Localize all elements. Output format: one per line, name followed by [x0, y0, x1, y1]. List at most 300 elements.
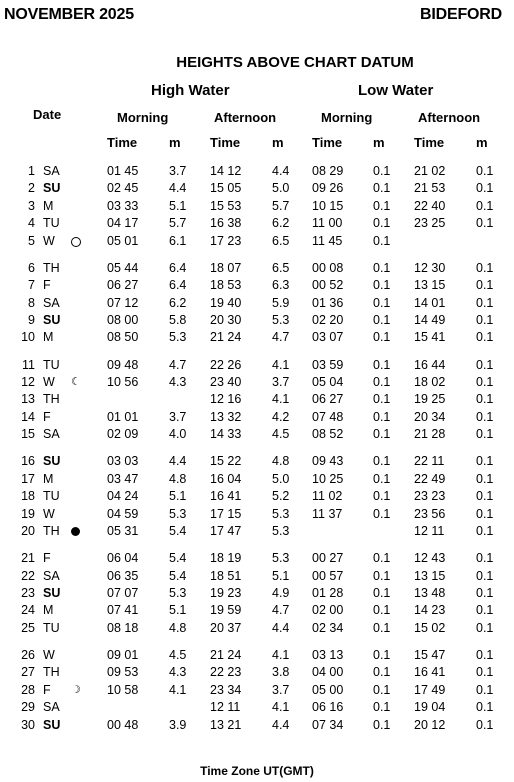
weekday: TH: [43, 392, 60, 407]
lw-morning-height: 0.1: [373, 551, 391, 566]
hw-morning-time: 07 41: [107, 603, 139, 618]
weekday: TU: [43, 216, 60, 231]
lw-morning-time: 00 27: [312, 551, 344, 566]
lw-morning-height: 0.1: [373, 568, 391, 583]
table-row: [0, 648, 514, 665]
weekday: M: [43, 330, 54, 345]
hw-afternoon-time: 15 05: [210, 181, 242, 196]
weekday: TU: [43, 357, 60, 372]
hw-morning-time: 06 04: [107, 551, 139, 566]
table-row: [0, 358, 514, 375]
hw-morning-time: 09 48: [107, 357, 139, 372]
hw-morning-height: 5.3: [169, 586, 187, 600]
day-number: 20: [21, 524, 35, 538]
hw-afternoon-height: 5.3: [272, 313, 290, 327]
hw-morning-height: 5.4: [169, 568, 187, 583]
hw-afternoon-height: 5.0: [272, 471, 290, 486]
day-number: 18: [21, 489, 35, 504]
hw-morning-height: 5.1: [169, 489, 187, 504]
hw-afternoon-height: 3.8: [272, 665, 290, 680]
table-row: [0, 278, 514, 295]
weekday: SU: [43, 717, 61, 732]
lw-morning-time: 02 00: [312, 603, 344, 618]
lw-morning-time: 00 57: [312, 568, 344, 583]
weekday: F: [43, 682, 51, 697]
day-number: 26: [21, 648, 35, 662]
day-number: 5: [28, 233, 35, 248]
hw-afternoon-time: 22 26: [210, 357, 242, 372]
weekday: SA: [43, 164, 60, 178]
weekday: W: [43, 506, 55, 521]
table-row: [0, 665, 514, 682]
lw-afternoon-time: 22 11: [414, 454, 445, 469]
lw-afternoon-height: 0.1: [476, 198, 494, 213]
day-number: 8: [28, 295, 35, 310]
lw-morning-height: 0.1: [373, 233, 391, 248]
hw-morning-time: 05 31: [107, 524, 139, 538]
hw-morning-height: 5.8: [169, 313, 187, 327]
hw-morning-time: 09 53: [107, 665, 139, 680]
hw-morning-height: 4.8: [169, 620, 187, 635]
lw-afternoon-time: 13 15: [414, 278, 446, 293]
lw-afternoon-time: 22 49: [414, 471, 446, 486]
lw-morning-time: 11 02: [312, 489, 343, 504]
hw-afternoon-time: 16 38: [210, 216, 242, 231]
hw-afternoon-height: 3.7: [272, 375, 290, 389]
hw-afternoon-time: 19 59: [210, 603, 242, 618]
day-number: 2: [28, 181, 35, 196]
hw-afternoon-heading: Afternoon: [214, 110, 277, 125]
lw-morning-height: 0.1: [373, 506, 391, 521]
lw-afternoon-time: 14 23: [414, 603, 446, 618]
lw-afternoon-height: 0.1: [476, 409, 494, 424]
lw-afternoon-height: 0.1: [476, 295, 494, 310]
day-number: 9: [28, 313, 35, 327]
lw-morning-time: 03 59: [312, 357, 344, 372]
hw-morning-time: 03 47: [107, 471, 139, 486]
location-title: BIDEFORD: [420, 6, 502, 23]
hw-afternoon-height: 4.7: [272, 603, 290, 618]
hw-afternoon-time: 18 51: [210, 568, 242, 583]
lw-afternoon-height: 0.1: [476, 357, 494, 372]
hw-afternoon-height: 6.2: [272, 216, 290, 231]
lw-afternoon-time: 13 48: [414, 586, 446, 600]
table-row: [0, 683, 514, 700]
hw-morning-time: 06 27: [107, 278, 139, 293]
lw-morning-time: 09 43: [312, 454, 344, 469]
weekday: SA: [43, 295, 60, 310]
table-row: [0, 234, 514, 251]
table-row: [0, 313, 514, 330]
table-row: [0, 454, 514, 471]
hw-afternoon-m-heading: m: [272, 135, 284, 150]
table-row: [0, 489, 514, 506]
lw-afternoon-height: 0.1: [476, 454, 494, 469]
day-number: 29: [21, 700, 35, 715]
hw-afternoon-height: 5.3: [272, 506, 290, 521]
lw-afternoon-time: 18 02: [414, 375, 446, 389]
lw-afternoon-time: 23 56: [414, 506, 446, 521]
lw-morning-time: 00 08: [312, 260, 344, 275]
day-number: 6: [28, 260, 35, 275]
lw-morning-height: 0.1: [373, 313, 391, 327]
table-row: [0, 261, 514, 278]
hw-morning-time: 07 07: [107, 586, 139, 600]
lw-afternoon-height: 0.1: [476, 603, 494, 618]
lw-morning-time: 06 27: [312, 392, 344, 407]
hw-afternoon-height: 4.1: [272, 392, 290, 407]
lw-morning-height: 0.1: [373, 489, 391, 504]
weekday: M: [43, 471, 54, 486]
lw-morning-time: 02 20: [312, 313, 344, 327]
high-water-heading: High Water: [151, 82, 230, 99]
lw-morning-height: 0.1: [373, 717, 391, 732]
hw-afternoon-height: 3.7: [272, 682, 290, 697]
hw-morning-time: 07 12: [107, 295, 139, 310]
hw-morning-height: 3.7: [169, 164, 187, 178]
hw-morning-height: 4.3: [169, 665, 187, 680]
lw-morning-height: 0.1: [373, 181, 391, 196]
hw-afternoon-time: 14 33: [210, 427, 242, 442]
hw-morning-height: 5.3: [169, 330, 187, 345]
lw-afternoon-time: 16 44: [414, 357, 446, 372]
hw-afternoon-height: 5.3: [272, 551, 290, 566]
lw-afternoon-height: 0.1: [476, 216, 494, 231]
weekday: SA: [43, 427, 60, 442]
table-row: [0, 551, 514, 568]
lw-morning-height: 0.1: [373, 216, 391, 231]
lw-morning-time-heading: Time: [312, 135, 343, 150]
lw-morning-time: 01 36: [312, 295, 344, 310]
hw-morning-heading: Morning: [117, 110, 169, 125]
weekday: SU: [43, 181, 61, 196]
day-number: 7: [28, 278, 35, 293]
hw-morning-height: 6.4: [169, 260, 187, 275]
hw-afternoon-height: 4.1: [272, 357, 290, 372]
hw-morning-height: 4.0: [169, 427, 187, 442]
hw-afternoon-height: 4.8: [272, 454, 290, 469]
day-number: 28: [21, 682, 35, 697]
lw-morning-height: 0.1: [373, 260, 391, 275]
hw-afternoon-time: 17 23: [210, 233, 242, 248]
hw-morning-height: 6.1: [169, 233, 187, 248]
table-row: [0, 375, 514, 392]
lw-morning-height: 0.1: [373, 700, 391, 715]
lw-afternoon-height: 0.1: [476, 665, 494, 680]
lw-afternoon-time: 14 49: [414, 313, 446, 327]
hw-morning-time-heading: Time: [107, 135, 138, 150]
day-number: 24: [21, 603, 35, 618]
hw-afternoon-height: 4.7: [272, 330, 290, 345]
hw-morning-time: 03 33: [107, 198, 139, 213]
day-number: 19: [21, 506, 35, 521]
table-title: HEIGHTS ABOVE CHART DATUM: [176, 54, 414, 71]
lw-morning-height: 0.1: [373, 409, 391, 424]
lw-afternoon-time: 22 40: [414, 198, 446, 213]
hw-afternoon-time: 17 47: [210, 524, 242, 538]
lw-morning-height: 0.1: [373, 586, 391, 600]
lw-afternoon-height: 0.1: [476, 489, 494, 504]
quarter-moon-icon: ☾: [71, 376, 81, 388]
hw-morning-time: 04 59: [107, 506, 139, 521]
table-row: [0, 586, 514, 603]
hw-afternoon-time: 18 19: [210, 551, 242, 566]
lw-morning-time: 04 00: [312, 665, 344, 680]
day-number: 3: [28, 198, 35, 213]
lw-afternoon-time: 21 28: [414, 427, 446, 442]
lw-afternoon-time: 12 11: [414, 524, 445, 538]
lw-morning-time: 11 00: [312, 216, 343, 231]
table-row: [0, 603, 514, 620]
weekday: F: [43, 278, 51, 293]
weekday: SU: [43, 586, 61, 600]
hw-afternoon-height: 4.4: [272, 620, 290, 635]
lw-morning-height: 0.1: [373, 648, 391, 662]
weekday: M: [43, 198, 54, 213]
hw-afternoon-height: 4.4: [272, 717, 290, 732]
lw-afternoon-heading: Afternoon: [418, 110, 481, 125]
lw-afternoon-time: 20 34: [414, 409, 446, 424]
hw-afternoon-time: 21 24: [210, 330, 242, 345]
table-row: [0, 507, 514, 524]
lw-morning-time: 02 34: [312, 620, 344, 635]
hw-afternoon-time: 13 21: [210, 717, 242, 732]
table-row: [0, 569, 514, 586]
hw-afternoon-height: 4.5: [272, 427, 290, 442]
hw-morning-height: 4.4: [169, 454, 187, 469]
day-number: 25: [21, 620, 35, 635]
day-number: 17: [21, 471, 35, 486]
lw-morning-heading: Morning: [321, 110, 373, 125]
hw-afternoon-time: 21 24: [210, 648, 242, 662]
hw-afternoon-height: 4.4: [272, 164, 290, 178]
lw-afternoon-m-heading: m: [476, 135, 488, 150]
weekday: TH: [43, 665, 60, 680]
lw-afternoon-height: 0.1: [476, 427, 494, 442]
hw-morning-time: 01 45: [107, 164, 139, 178]
lw-afternoon-time: 19 04: [414, 700, 446, 715]
lw-morning-height: 0.1: [373, 682, 391, 697]
hw-afternoon-time: 18 07: [210, 260, 242, 275]
lw-morning-height: 0.1: [373, 330, 391, 345]
day-number: 1: [28, 164, 35, 178]
table-row: [0, 718, 514, 735]
lw-morning-time: 03 13: [312, 648, 344, 662]
hw-afternoon-height: 5.9: [272, 295, 290, 310]
day-number: 15: [21, 427, 35, 442]
hw-afternoon-time: 14 12: [210, 164, 242, 178]
lw-afternoon-time: 15 02: [414, 620, 446, 635]
hw-afternoon-height: 4.1: [272, 700, 290, 715]
lw-afternoon-time: 12 30: [414, 260, 446, 275]
lw-afternoon-height: 0.1: [476, 330, 494, 345]
lw-morning-height: 0.1: [373, 198, 391, 213]
lw-morning-time: 08 29: [312, 164, 344, 178]
hw-morning-height: 4.5: [169, 648, 187, 662]
lw-morning-height: 0.1: [373, 454, 391, 469]
hw-afternoon-height: 4.2: [272, 409, 290, 424]
hw-morning-time: 05 44: [107, 260, 139, 275]
hw-morning-height: 4.4: [169, 181, 187, 196]
hw-afternoon-height: 6.5: [272, 233, 290, 248]
hw-morning-time: 03 03: [107, 454, 139, 469]
hw-afternoon-time: 23 34: [210, 682, 242, 697]
hw-morning-time: 05 01: [107, 233, 139, 248]
lw-morning-time: 00 52: [312, 278, 344, 293]
hw-morning-height: 4.3: [169, 375, 187, 389]
day-number: 13: [21, 392, 35, 407]
lw-afternoon-height: 0.1: [476, 164, 494, 178]
hw-afternoon-time: 18 53: [210, 278, 242, 293]
hw-afternoon-time: 17 15: [210, 506, 242, 521]
lw-afternoon-height: 0.1: [476, 260, 494, 275]
day-number: 14: [21, 409, 35, 424]
lw-afternoon-height: 0.1: [476, 375, 494, 389]
weekday: TH: [43, 260, 60, 275]
lw-afternoon-time: 19 25: [414, 392, 446, 407]
hw-morning-time: 02 45: [107, 181, 139, 196]
lw-morning-height: 0.1: [373, 375, 391, 389]
lw-morning-time: 11 37: [312, 506, 343, 521]
lw-afternoon-time: 15 47: [414, 648, 446, 662]
hw-afternoon-time: 12 11: [210, 700, 241, 715]
hw-morning-height: 3.9: [169, 717, 187, 732]
hw-morning-time: 10 56: [107, 375, 139, 389]
lw-morning-time: 05 00: [312, 682, 344, 697]
hw-morning-height: 4.1: [169, 682, 187, 697]
weekday: SU: [43, 454, 61, 469]
hw-afternoon-time: 12 16: [210, 392, 242, 407]
lw-afternoon-height: 0.1: [476, 586, 494, 600]
lw-afternoon-time: 14 01: [414, 295, 446, 310]
lw-afternoon-height: 0.1: [476, 682, 494, 697]
lw-afternoon-time: 16 41: [414, 665, 446, 680]
table-row: [0, 524, 514, 541]
lw-morning-height: 0.1: [373, 357, 391, 372]
table-row: [0, 296, 514, 313]
hw-morning-height: 5.1: [169, 198, 187, 213]
lw-afternoon-time: 23 23: [414, 489, 446, 504]
table-row: [0, 330, 514, 347]
hw-afternoon-height: 5.1: [272, 568, 290, 583]
lw-afternoon-height: 0.1: [476, 506, 494, 521]
hw-morning-time: 00 48: [107, 717, 139, 732]
lw-morning-height: 0.1: [373, 471, 391, 486]
hw-afternoon-height: 5.2: [272, 489, 290, 504]
lw-morning-time: 11 45: [312, 233, 343, 248]
hw-afternoon-height: 4.9: [272, 586, 290, 600]
lw-morning-height: 0.1: [373, 295, 391, 310]
lw-afternoon-height: 0.1: [476, 181, 494, 196]
hw-morning-time: 06 35: [107, 568, 139, 583]
hw-morning-height: 5.1: [169, 603, 187, 618]
hw-afternoon-time: 19 23: [210, 586, 242, 600]
lw-afternoon-height: 0.1: [476, 717, 494, 732]
lw-morning-time: 05 04: [312, 375, 344, 389]
weekday: M: [43, 603, 54, 618]
hw-afternoon-height: 4.1: [272, 648, 290, 662]
lw-morning-time: 03 07: [312, 330, 344, 345]
hw-afternoon-time: 20 37: [210, 620, 242, 635]
table-row: [0, 427, 514, 444]
hw-afternoon-height: 5.7: [272, 198, 290, 213]
lw-afternoon-time: 20 12: [414, 717, 446, 732]
lw-afternoon-time: 15 41: [414, 330, 446, 345]
hw-morning-height: 3.7: [169, 409, 187, 424]
hw-afternoon-height: 6.5: [272, 260, 290, 275]
lw-afternoon-height: 0.1: [476, 568, 494, 583]
weekday: SA: [43, 568, 60, 583]
day-number: 16: [21, 454, 35, 469]
month-title: NOVEMBER 2025: [4, 6, 134, 23]
hw-morning-time: 01 01: [107, 409, 139, 424]
lw-morning-height: 0.1: [373, 164, 391, 178]
hw-morning-time: 02 09: [107, 427, 139, 442]
lw-morning-height: 0.1: [373, 620, 391, 635]
lw-afternoon-time: 13 15: [414, 568, 446, 583]
low-water-heading: Low Water: [358, 82, 434, 99]
lw-afternoon-time: 23 25: [414, 216, 446, 231]
hw-afternoon-time: 23 40: [210, 375, 242, 389]
lw-morning-time: 10 15: [312, 198, 344, 213]
hw-afternoon-time: 19 40: [210, 295, 242, 310]
hw-morning-time: 09 01: [107, 648, 139, 662]
hw-afternoon-time: 13 32: [210, 409, 242, 424]
weekday: W: [43, 648, 55, 662]
hw-afternoon-time: 16 04: [210, 471, 242, 486]
hw-morning-time: 10 58: [107, 682, 139, 697]
lw-morning-time: 01 28: [312, 586, 344, 600]
lw-morning-height: 0.1: [373, 603, 391, 618]
lw-morning-height: 0.1: [373, 427, 391, 442]
lw-afternoon-height: 0.1: [476, 392, 494, 407]
lw-afternoon-time: 21 53: [414, 181, 446, 196]
hw-morning-height: 5.4: [169, 524, 187, 538]
day-number: 22: [21, 568, 35, 583]
hw-afternoon-time: 20 30: [210, 313, 242, 327]
lw-afternoon-time: 21 02: [414, 164, 446, 178]
hw-afternoon-time: 16 41: [210, 489, 242, 504]
day-number: 21: [21, 551, 35, 566]
lw-afternoon-height: 0.1: [476, 524, 494, 538]
weekday: W: [43, 233, 55, 248]
day-number: 27: [21, 665, 35, 680]
lw-morning-time: 10 25: [312, 471, 344, 486]
hw-morning-time: 08 50: [107, 330, 139, 345]
hw-afternoon-height: 5.0: [272, 181, 290, 196]
lw-morning-time: 08 52: [312, 427, 344, 442]
lw-morning-time: 06 16: [312, 700, 344, 715]
lw-afternoon-height: 0.1: [476, 700, 494, 715]
day-number: 23: [21, 586, 35, 600]
hw-afternoon-time-heading: Time: [210, 135, 241, 150]
day-number: 10: [21, 330, 35, 345]
lw-morning-height: 0.1: [373, 665, 391, 680]
table-row: [0, 181, 514, 198]
table-row: [0, 410, 514, 427]
hw-morning-time: 08 18: [107, 620, 139, 635]
hw-afternoon-time: 15 53: [210, 198, 242, 213]
hw-morning-time: 04 17: [107, 216, 139, 231]
day-number: 30: [21, 717, 35, 732]
lw-morning-time: 07 34: [312, 717, 344, 732]
weekday: TU: [43, 489, 60, 504]
table-row: [0, 199, 514, 216]
date-column-heading: Date: [33, 107, 62, 122]
hw-morning-height: 4.8: [169, 471, 187, 486]
table-row: [0, 621, 514, 638]
day-number: 4: [28, 216, 35, 231]
